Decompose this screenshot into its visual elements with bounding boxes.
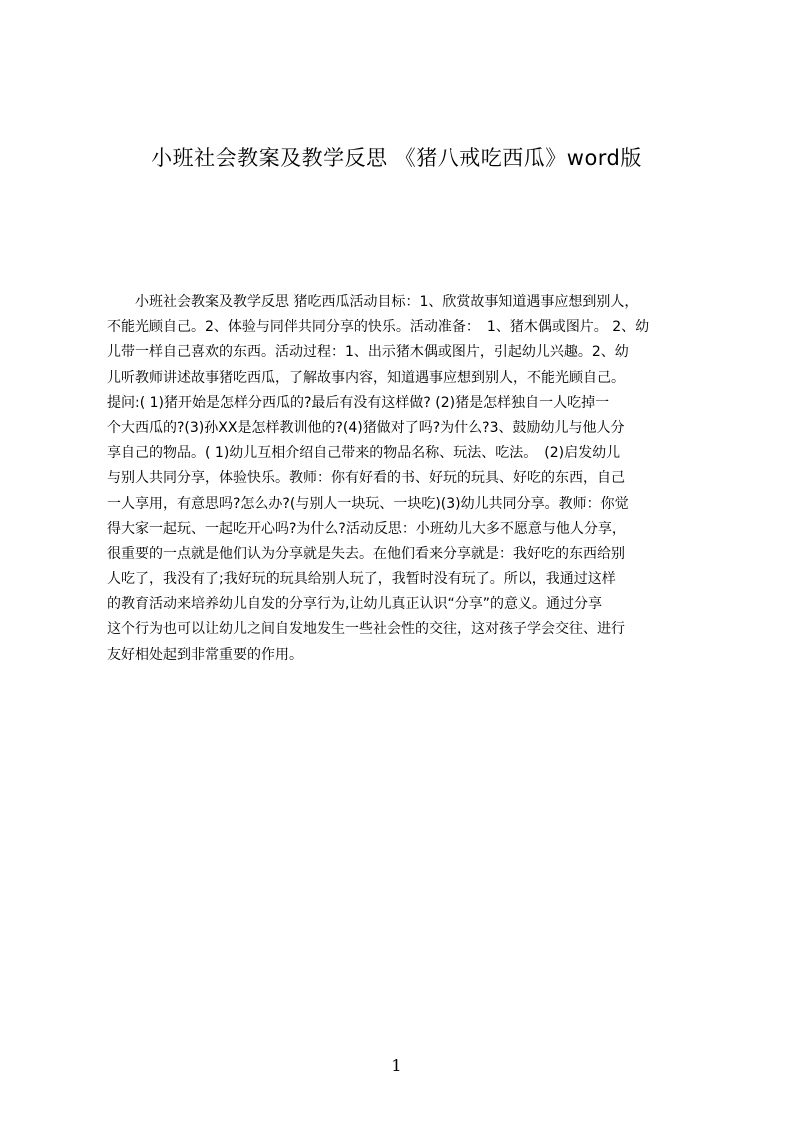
body-line: 友好相处起到非常重要的作用。: [107, 646, 303, 663]
page-number: 1: [391, 1056, 402, 1075]
body-line: 不能光顾自己。2、体验与同伴共同分享的快乐。活动准备： 1、猪木偶或图片。 2、幼: [107, 319, 650, 336]
body-line: 人吃了，我没有了;我好玩的玩具给别人玩了，我暂时没有玩了。所以，我通过这样: [107, 571, 616, 588]
body-line: 提问:( 1)猪开始是怎样分西瓜的?最后有没有这样做? (2)猪是怎样独自一人吃掉一: [107, 394, 610, 411]
body-line: 个大西瓜的?(3)孙XX是怎样教训他的?(4)猪做对了吗?为什么?3、鼓励幼儿与他人分: [107, 419, 625, 436]
body-text: [107, 290, 698, 668]
body-line: 儿带一样自己喜欢的东西。活动过程：1、出示猪木偶或图片，引起幼儿兴趣。2、幼: [107, 344, 629, 361]
body-line: 与别人共同分享，体验快乐。教师：你有好看的书、好玩的玩具、好吃的东西，自己: [107, 470, 625, 487]
body-line: 这个行为也可以让幼儿之间自发地发生一些社会性的交往，这对孩子学会交往、进行: [107, 621, 625, 638]
body-line: 很重要的一点就是他们认为分享就是失去。在他们看来分享就是：我好吃的东西给别: [107, 545, 625, 562]
body-line: 得大家一起玩、一起吃开心吗?为什么?活动反思：小班幼儿大多不愿意与他人分享，: [107, 520, 626, 537]
body-line: 的教育活动来培养幼儿自发的分享行为,让幼儿真正认识“分享”的意义。通过分享: [107, 596, 602, 613]
document-title: 小班社会教案及教学反思 《猪八戒吃西瓜》word版: [151, 146, 642, 170]
body-line: 享自己的物品。( 1)幼儿互相介绍自己带来的物品名称、玩法、吃法。 (2)启发幼儿: [107, 445, 621, 462]
body-line: 一人享用，有意思吗?怎么办?(与别人一块玩、一块吃)(3)幼儿共同分享。教师：你觉: [107, 495, 629, 512]
body-line: 儿听教师讲述故事猪吃西瓜，了解故事内容，知道遇事应想到别人，不能光顾自己。: [107, 369, 625, 386]
body-line: 小班社会教案及教学反思 猪吃西瓜活动目标：1、欣赏故事知道遇事应想到别人，: [107, 294, 639, 310]
